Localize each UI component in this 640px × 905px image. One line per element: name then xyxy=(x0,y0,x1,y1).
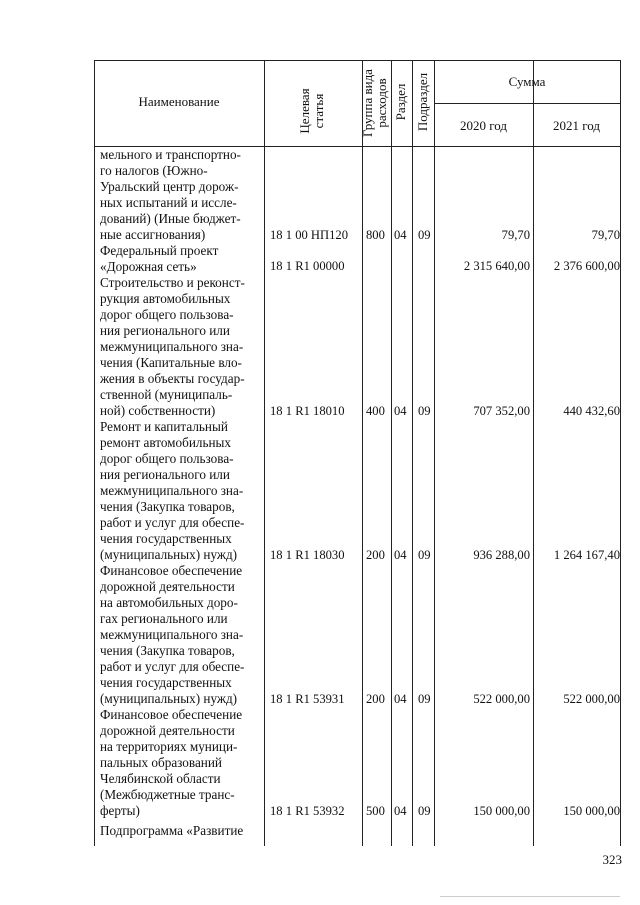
row-name: Финансовое обеспечение дорожной деятельности на автомобильных доро- гах регионального или межмуниципального зна- чения (Закупка товаров, работ и услуг для обеспе- чения государственных (муниципальных) нужд) xyxy=(100,563,245,706)
header-year-2021: 2021 год xyxy=(553,118,600,133)
row-section: 04 xyxy=(394,804,407,818)
row-group: 500 xyxy=(366,804,385,818)
row-sum-2021: 522 000,00 xyxy=(563,692,620,706)
row-target: 18 1 R1 00000 xyxy=(270,259,345,273)
row-target: 18 1 R1 53931 xyxy=(270,692,345,706)
row-sum-2020: 2 315 640,00 xyxy=(463,259,530,273)
row-sum-2020: 707 352,00 xyxy=(473,404,530,418)
budget-table xyxy=(94,60,620,846)
header-expense-group: Группа вида расходов xyxy=(360,69,389,137)
header-year-2020: 2020 год xyxy=(460,118,507,133)
row-target: 18 1 00 НП120 xyxy=(270,228,349,242)
header-sum: Сумма xyxy=(508,74,546,89)
row-target: 18 1 R1 18030 xyxy=(270,548,345,562)
row-subsection: 09 xyxy=(418,804,431,818)
row-subsection: 09 xyxy=(418,548,431,562)
row-sum-2020: 150 000,00 xyxy=(473,804,530,818)
row-group: 800 xyxy=(366,228,385,242)
header-target-article: Целевая статья xyxy=(297,88,326,134)
row-name: Ремонт и капитальный ремонт автомобильных дорог общего пользова- ния регионального или межмуниципального зна- чения (Закупка товаров, работ и услуг для обеспе- чения государственных (муниципальных) нужд) xyxy=(100,419,245,562)
row-sum-2021: 2 376 600,00 xyxy=(553,259,620,273)
row-sum-2021: 150 000,00 xyxy=(563,804,620,818)
row-sum-2021: 440 432,60 xyxy=(563,404,620,418)
header-section: Раздел xyxy=(393,83,408,121)
row-group: 200 xyxy=(366,692,385,706)
row-name: Подпрограмма «Развитие xyxy=(100,823,244,838)
footer-divider xyxy=(440,896,620,897)
row-sum-2020: 79,70 xyxy=(501,228,530,242)
row-sum-2020: 522 000,00 xyxy=(473,692,530,706)
row-group: 200 xyxy=(366,548,385,562)
row-section: 04 xyxy=(394,692,407,706)
row-target: 18 1 R1 53932 xyxy=(270,804,345,818)
row-target: 18 1 R1 18010 xyxy=(270,404,345,418)
header-subsection: Подраздел xyxy=(415,72,430,132)
header-name: Наименование xyxy=(138,94,220,109)
row-sum-2020: 936 288,00 xyxy=(473,548,530,562)
page-number: 323 xyxy=(602,852,622,867)
row-group: 400 xyxy=(366,404,385,418)
row-name: Строительство и реконст- рукция автомобильных дорог общего пользова- ния регионального или межмуниципального зна- чения (Капитальные вло- жения в объекты государ- ственной (муниципаль- ной) собственности) xyxy=(100,275,245,418)
row-name: Федеральный проект «Дорожная сеть» xyxy=(100,243,219,274)
row-name: мельного и транспортно- го налогов (Южно- Уральский центр дорож- ных испытаний и иссле- дований) (Иные бюджет- ные ассигнования) xyxy=(100,147,241,242)
row-subsection: 09 xyxy=(418,404,431,418)
row-section: 04 xyxy=(394,548,407,562)
row-name: Финансовое обеспечение дорожной деятельности на территориях муници- пальных образований Челябинской области (Межбюджетные транс- ферты) xyxy=(100,707,243,818)
row-sum-2021: 79,70 xyxy=(591,228,620,242)
row-sum-2021: 1 264 167,40 xyxy=(553,548,620,562)
row-subsection: 09 xyxy=(418,228,431,242)
row-subsection: 09 xyxy=(418,692,431,706)
row-section: 04 xyxy=(394,228,407,242)
row-section: 04 xyxy=(394,404,407,418)
